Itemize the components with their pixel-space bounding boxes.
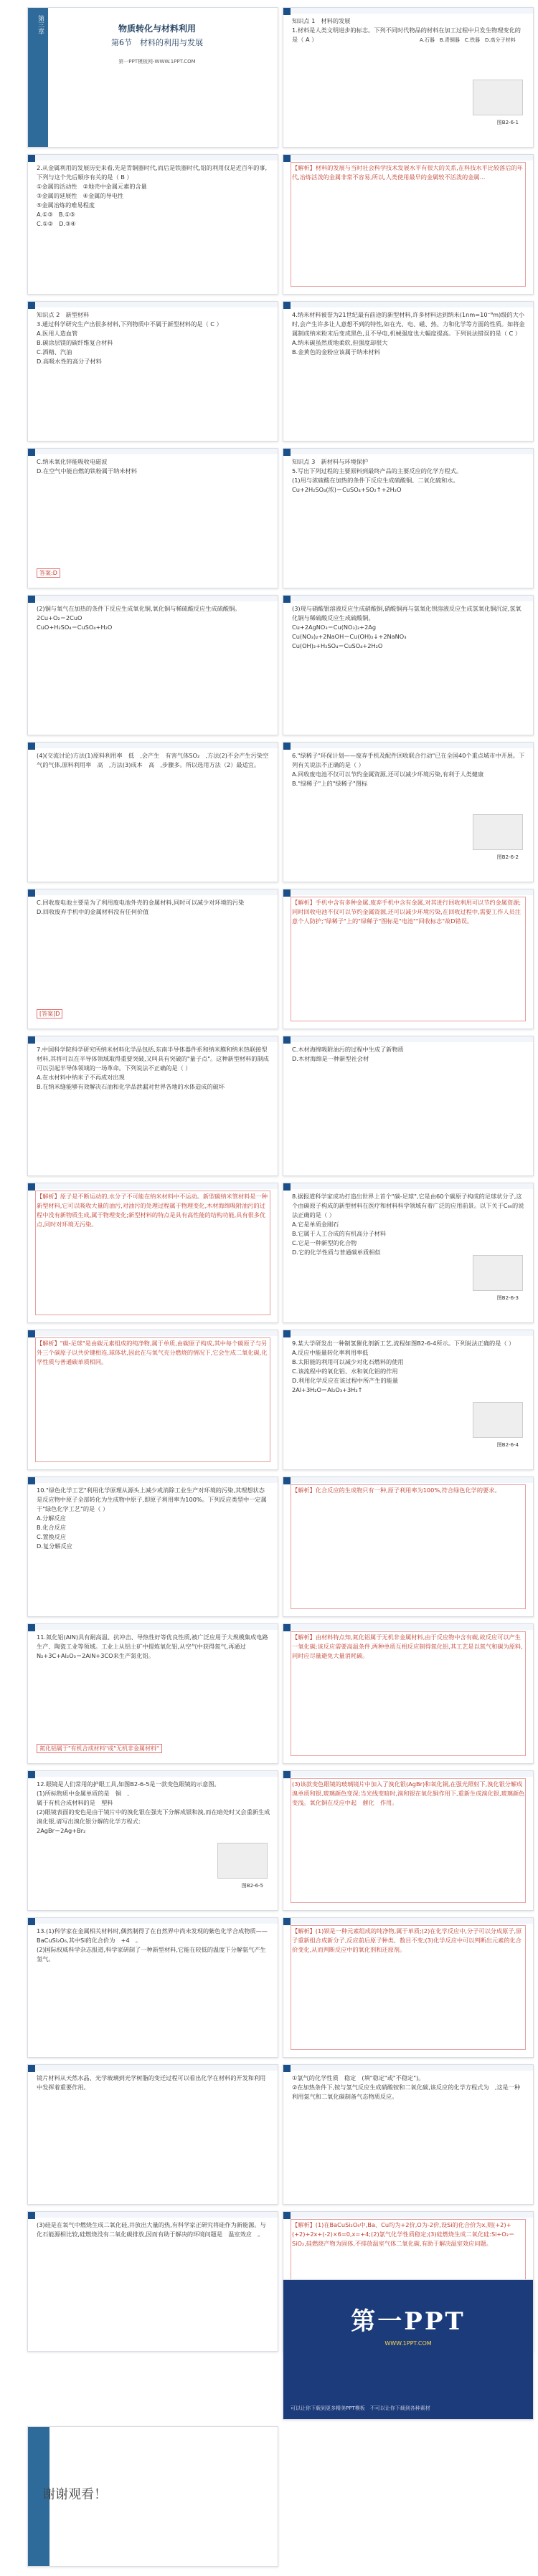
figure-image bbox=[473, 1402, 523, 1438]
slide-text: 【解析】材料的发展与当时社会科学技术发展水平有很大的关系,在科技水平比较落后的年代,冶炼活泼的金属非常不容易,所以,人类使用最早的金属较不活泼的金属... bbox=[292, 164, 523, 181]
slide-text: C.纳米氧化锌能吸收电磁波 D.在空气中能自燃的铁粉属于纳米材料 bbox=[37, 458, 137, 474]
question-slide bbox=[27, 889, 278, 1029]
slide-corner-mark bbox=[28, 1771, 35, 1778]
slide-text: ①氯气的化学性质 稳定 (填"稳定"或"不稳定")。 ②在加热条件下,铵与氢气反应生成硝酸铵和二氧化碳,该反应的化学方程式为 ,这是一种利用氯气和二氧化碳制备气态物质反应。 bbox=[292, 2074, 521, 2100]
answer-tag-wrap bbox=[37, 1740, 162, 1753]
question-slide bbox=[283, 742, 534, 882]
slide-header-strip bbox=[283, 889, 533, 895]
slide-corner-mark bbox=[28, 2212, 35, 2219]
slide-text: 8.据报道科学家成功打造出世界上首个"碳-足球",它是由60个碳原子构成的足球状分子,这个由碳原子构成的新型材料在医疗和材料科学领域有着广泛的应用前景。以下关于C₆₀的说法正确的是（ ） A.它是单质金刚石 B.它属于人工合成的有机高分子材料 C.它是一种新型的化合物 D.它的化学性质与普通碳单质相似 bbox=[292, 1193, 524, 1256]
slide-header-strip bbox=[28, 1918, 278, 1924]
question-slide bbox=[283, 1477, 534, 1617]
question-slide bbox=[27, 1183, 278, 1323]
slide-header-strip bbox=[283, 2065, 533, 2071]
slide-corner-mark bbox=[283, 2212, 291, 2219]
slide-text: 12.眼镜是人们常用的护眼工具,如图B2-6-5是一款变色眼镜的示意图。 (1)所标物质中金属单质的是 铜 , 属于有机合成材料的是 塑料 (2)眼镜表面的变色是由于镜片中的溴化银在强光下分解成银和溴,而在暗处时又会重新生成溴化银,请写出溴化银分解的化学方程式： 2AgBr＝2Ag+Br₂ bbox=[37, 1780, 270, 1834]
slide-header-strip bbox=[28, 1036, 278, 1042]
slide-corner-mark bbox=[283, 1771, 291, 1778]
figure-caption: 图B2-6-5 bbox=[241, 1883, 263, 1889]
slide-header-strip bbox=[28, 743, 278, 748]
slide-text: 10."绿色化学工艺"利用化学原理从源头上减少或消除工业生产对环境的污染,其理想状态是反应物中原子全部转化为生成物中原子,即原子利用率为100%。下列反应类型中一定属于"绿色化学工艺"的是（ ） A.分解反应 B.化合反应 C.置换反应 D.复分解反应 bbox=[37, 1487, 267, 1550]
question-slide bbox=[283, 1623, 534, 1764]
question-slide bbox=[283, 1036, 534, 1176]
slide-text: C.回收废电池主要是为了利用废电池外壳的金属材料,同时可以减少对环境的污染 D.回收废弃手机中的金属材料没有任何价值 bbox=[37, 899, 245, 915]
question-slide bbox=[27, 448, 278, 588]
slide-corner-mark bbox=[283, 8, 291, 15]
slide-header-strip bbox=[28, 1477, 278, 1483]
slide-text: 6."绿稀子"环保计划——废弃手机及配件回收联合行动"已在全国40个重点城市中开展。下列有关说法不正确的是（ ） A.回收废电池不仅可以节约金属资源,还可以减少环境污染,有利于人类健康 B."绿稀子"上的"绿稀子"图标 bbox=[292, 752, 525, 787]
slide-header-strip bbox=[28, 1624, 278, 1630]
thanks-slide bbox=[27, 2426, 278, 2567]
slide-corner-mark bbox=[28, 1036, 35, 1044]
question-slide bbox=[283, 1917, 534, 2058]
slide-text: (3)该款变色眼镜的玻璃镜片中加入了溴化银(AgBr)和氧化铜,在强光照射下,溴化银分解成溴单质和银,玻璃颜色变深;当光线变暗时,溴和银在氧化铜作用下,重新生成溴化银,玻璃颜色变浅。氧化铜在反应中起 催化 作用。 bbox=[292, 1780, 525, 1806]
slide-corner-mark bbox=[28, 1477, 35, 1484]
slide-header-strip bbox=[283, 1183, 533, 1189]
slide-corner-mark bbox=[283, 596, 291, 603]
slide-header-strip bbox=[28, 2065, 278, 2071]
slide-header-strip bbox=[283, 155, 533, 161]
question-slide bbox=[283, 448, 534, 588]
slide-text: 【解析】原子是不断运动的,水分子不可能在纳米材料中不运动。新型碳纳米管材料是一种新型材料,它可以吸收大量的油污,对油污的处理过程属于物理变化,木材海绵吸附油污的过程中没有新物质生成,属于物理变化;新型材料的特点是具有高性能的结构功能,具有很多优点,同时对环境无污染。 bbox=[37, 1193, 268, 1228]
slide-header-strip bbox=[283, 1036, 533, 1042]
slide-header-strip bbox=[283, 449, 533, 454]
slide-text: 【解析】手机中含有多种金属,废弃手机中含有金属,对其进行回收利用可以节约金属资源;同时回收电池不仅可以节约金属资源,还可以减少环境污染,在回收过程中,需要工作人员注意个人防护;"绿稀子"上的"绿稀子"图标是"电池""回收标志"故D错误。 bbox=[292, 899, 522, 925]
figure-caption: 图B2-6-1 bbox=[496, 120, 519, 125]
cover-slide bbox=[27, 7, 278, 148]
answer-tag-wrap bbox=[37, 564, 60, 578]
slide-corner-mark bbox=[28, 889, 35, 897]
question-slide bbox=[27, 154, 278, 295]
question-slide bbox=[283, 154, 534, 295]
slide-text: 13.(1)科学家在金属相关材料时,偶然制得了在自然界中尚未发现的紫色化学合成物质——BaCuSi₂O₆,其中Si的化合价为 +4 。 (2)国际权威科学杂志报道,科学家研制了一种新型材料,它能在较低的温度下分解氨气产生氢气。 bbox=[37, 1927, 268, 1962]
logo-slide bbox=[283, 2279, 534, 2420]
figure-caption: 图B2-6-3 bbox=[496, 1295, 519, 1301]
thanks-text: 谢谢观看！ bbox=[42, 2487, 107, 2502]
slide-corner-mark bbox=[28, 1624, 35, 1631]
answer-tag: 氮化铝属于"有机合成材料"或"无机非金属材料" bbox=[37, 1744, 162, 1753]
slide-corner-mark bbox=[283, 2065, 291, 2072]
figure-image bbox=[217, 1843, 268, 1879]
slide-corner-mark bbox=[28, 302, 35, 309]
slide-corner-mark bbox=[283, 889, 291, 897]
logo-box bbox=[283, 2280, 533, 2419]
question-slide bbox=[283, 595, 534, 735]
question-slide bbox=[283, 7, 534, 148]
answer-tag-wrap bbox=[37, 1005, 62, 1019]
slide-header-strip bbox=[28, 596, 278, 601]
slide-header-strip bbox=[28, 449, 278, 454]
slide-corner-mark bbox=[283, 743, 291, 750]
slide-corner-mark bbox=[28, 1183, 35, 1191]
figure-caption: 图B2-6-4 bbox=[496, 1442, 519, 1448]
slide-header-strip bbox=[28, 1771, 278, 1777]
question-slide bbox=[27, 1770, 278, 1911]
question-slide bbox=[283, 2064, 534, 2205]
slide-text: 【解析】化合反应的生成物只有一种,原子利用率为100%,符合绿色化学的要求。 bbox=[292, 1487, 501, 1494]
slide-corner-mark bbox=[283, 1477, 291, 1484]
figure-image bbox=[473, 1255, 523, 1291]
slide-header-strip bbox=[283, 8, 533, 14]
question-slide bbox=[27, 2064, 278, 2205]
slide-header-strip bbox=[28, 889, 278, 895]
slide-header-strip bbox=[28, 155, 278, 161]
question-slide bbox=[283, 301, 534, 442]
slide-text: 4.纳米材料被誉为21世纪最有前途的新型材料,许多材料达到纳米(1nm=10⁻⁹m)级的大小时,会产生许多让人意想不到的特性,如在光、电、磁、热、力和化学等方面的性质。如将金属制成纳米粉末后变成黑色,且不导电,机械强度也大幅度提高。下列说法错误的是（ C ） A.纳米碳虽然质地柔软,但强度却很大 B.金黄色的金粉应该属于纳米材料 bbox=[292, 311, 525, 356]
figure-image bbox=[473, 80, 523, 115]
slide-header-strip bbox=[283, 1477, 533, 1483]
cover-subtitle: 第6节 材料的利用与发展 bbox=[111, 38, 203, 47]
slide-corner-mark bbox=[283, 449, 291, 456]
slide-header-strip bbox=[28, 2212, 278, 2218]
slide-header-strip bbox=[28, 302, 278, 307]
slide-text: 知识点 3 新材料与环境保护 5.写出下列过程的主要原料到最终产品的主要反应的化学方程式。 (1)用与浓硫酸在加热的条件下反应生成硫酸铜、二氧化硫和水。 Cu+2H₂SO₄(浓)＝CuSO₄+SO₂↑+2H₂O bbox=[292, 458, 463, 493]
slide-text: 【解析】由材料特点知,氮化铝属于无机非金属材料,由于反应物中含有碳,故反应可以产生一氧化碳;该反应需要高温条件,两种单质互相反应制得氮化铝,其工艺是以氮气和碳为原料,同时应尽量避免大量消耗碳。 bbox=[292, 1633, 523, 1659]
logo-footnote: 可以让你下载到更多精美PPT模板 不可以让你下载到各种素材 bbox=[291, 2405, 430, 2411]
slide-text: 镜片材料从天然水晶、光学玻璃到光学树脂的变迁过程可以看出化学在材料的开发和利用中发挥着重要作用。 bbox=[37, 2074, 266, 2091]
slide-corner-mark bbox=[28, 743, 35, 750]
slide-corner-mark bbox=[28, 1330, 35, 1337]
slide-header-strip bbox=[283, 596, 533, 601]
slide-corner-mark bbox=[283, 1183, 291, 1191]
question-slide bbox=[283, 1183, 534, 1323]
cover-title: 物质转化与材料利用 bbox=[118, 24, 196, 34]
cover-link[interactable]: 第一PPT模板网-WWW.1PPT.COM bbox=[118, 59, 196, 65]
question-slide bbox=[283, 889, 534, 1029]
slide-corner-mark bbox=[283, 1330, 291, 1337]
question-slide bbox=[27, 1330, 278, 1470]
figure-caption: 图B2-6-2 bbox=[496, 854, 519, 860]
slide-header-strip bbox=[283, 302, 533, 307]
slide-header-strip bbox=[283, 1624, 533, 1630]
slide-header-strip bbox=[283, 1918, 533, 1924]
slide-corner-mark bbox=[283, 1918, 291, 1925]
question-slide bbox=[283, 1330, 534, 1470]
slide-corner-mark bbox=[283, 302, 291, 309]
logo-url[interactable]: WWW.1PPT.COM bbox=[384, 2340, 432, 2347]
slide-corner-mark bbox=[28, 155, 35, 162]
question-slide bbox=[27, 1623, 278, 1764]
slide-corner-mark bbox=[28, 596, 35, 603]
slide-text: (3)硅是在氧气中燃烧生成二氧化硅,并放出大量的热,有科学家正研究将硅作为新能源。与化石能源相比较,硅燃烧没有二氧化碳排放,因而有助于解决的环境问题是 温室效应 。 bbox=[37, 2221, 266, 2238]
slide-text: (3)现与硝酸银溶液反应生成硝酸铜,硝酸铜再与氯氧化钡溶液反应生成氢氧化铜沉淀,氢氧化铜与稀硫酸反应生成硫酸铜。 Cu+2AgNO₃＝Cu(NO₃)₂+2Ag Cu(NO₃)₂+2NaOH＝Cu(OH)₂↓+2NaNO₃ Cu(OH)₂+H₂SO₄＝CuSO₄+2H₂O bbox=[292, 605, 522, 649]
answer-tag: [答案]D bbox=[37, 1009, 62, 1019]
question-slide bbox=[27, 1477, 278, 1617]
slide-header-strip bbox=[283, 1330, 533, 1336]
slide-text: (4)(交流讨论)方法(1)原料利用率 低 ,会产生 有害气体SO₂ ,方法(2)不会产生污染空气的气体,原料利用率 高 ,方法(3)成本 高 ,步骤多。所以选用方法（2）最适宜。 bbox=[37, 752, 269, 768]
slide-corner-mark bbox=[28, 449, 35, 456]
slide-text: C.木材海绵吸附油污的过程中生成了新物质 D.木材海绵是一种新型社会材 bbox=[292, 1046, 404, 1062]
chapter-band bbox=[28, 8, 48, 148]
slide-header-strip bbox=[28, 1330, 278, 1336]
explanation-frame bbox=[291, 1484, 526, 1609]
slide-text: 9.某大学研发出一种制氢催化剂新工艺,流程如图B2-6-4所示。下列说法正确的是（ ） A.反应中能量转化率利用率低 B.太阳能的利用可以减少对化石燃料的使用 C.该流程中的氧化铝、水和氧化铝的作用 D.利用化学反应在该过程中所产生的能量 2Al+3H₂O＝Al₂O₃+3H₂↑ bbox=[292, 1340, 515, 1393]
slide-text: 知识点 1 材料的发展 1.材料是人类文明进步的标志。下列不同时代物品的材料在加工过程中只发生物理变化的是（ A ） bbox=[292, 17, 521, 43]
figure-image bbox=[473, 814, 523, 850]
logo-main: 第一PPT bbox=[351, 2307, 466, 2336]
slide-header-strip bbox=[283, 2212, 533, 2218]
answer-tag: 答案:D bbox=[37, 568, 60, 578]
chapter-label: 第三章 bbox=[37, 15, 44, 34]
question-slide bbox=[27, 1917, 278, 2058]
question-slide bbox=[283, 1770, 534, 1911]
figure-options: A.石器 B.青铜器 C.铁器 D.高分子材料 bbox=[420, 37, 516, 43]
slide-text: 7.中国科学院科学研究所纳米材料化学品包括,东南半导体器件系和纳米膜和纳米热联接型材料,其将可以在半导体领域取得重要突破,又叫具有突破的"量子点"。这种新型材料的制成可以引起半导体领域的一场革命。下列说法不正确的是（ ） A.在水材料中纳米子不再成对出现 B.在纳米缝能够有效解决石油和化学品泄漏对世界各地的水体造成的破坏 bbox=[37, 1046, 269, 1090]
slide-corner-mark bbox=[283, 1624, 291, 1631]
question-slide bbox=[27, 595, 278, 735]
slide-text: (2)铜与氧气在加热的条件下反应生成氧化铜,氧化铜与稀硫酸反应生成硫酸铜。 2Cu+O₂＝2CuO CuO+H₂SO₄＝CuSO₄+H₂O bbox=[37, 605, 241, 631]
slide-corner-mark bbox=[283, 155, 291, 162]
slide-header-strip bbox=[283, 1771, 533, 1777]
question-slide bbox=[27, 1036, 278, 1176]
question-slide bbox=[27, 2211, 278, 2352]
question-slide bbox=[27, 301, 278, 442]
question-slide bbox=[27, 742, 278, 882]
slide-corner-mark bbox=[28, 1918, 35, 1925]
slide-text: 【解析】(1)钡是一种元素组成的纯净物,属于单质;(2)在化学反应中,分子可以分成原子,原子重新组合成新分子,反应前后原子种类、数目不变;(3)化学反应中可以判断出元素的化合价变化,从而判断反应中的氧化剂和还原剂。 bbox=[292, 1927, 522, 1953]
slide-header-strip bbox=[283, 743, 533, 748]
slide-corner-mark bbox=[28, 2065, 35, 2072]
slide-text: 知识点 2 新型材料 3.通过科学研究生产出很多材料,下列物质中不属于新型材料的是（ C ） A.医用人造血管 B.碳涂层镁的碳纤维复合材料 C.酒精、汽油 D.高吸水性的高分子材料 bbox=[37, 311, 222, 365]
slide-corner-mark bbox=[283, 1036, 291, 1044]
slide-text: 【解析】"碳-足球"是由碳元素组成的纯净物,属于单质,由碳原子构成,其中每个碳原子与另外三个碳原子以共价键相连,球体状,因此在与氧气充分燃烧的情况下,它会生成二氧化碳,化学性质与普通碳单质相同。 bbox=[37, 1340, 268, 1365]
slide-text: 【解析】(1)在BaCuSi₂O₆中,Ba、Cu均为+2价,O为-2价,设Si的化合价为x,则(+2)+(+2)+2x+(-2)×6=0,x=+4;(2)氯气化学性质稳定;(3)硅燃烧生成二氧化硅:Si+O₂＝SiO₂,硅燃烧产物为固体,不排放温室气体二氧化碳,有助于解决温室效应问题。 bbox=[292, 2221, 515, 2247]
slide-text: 11.氮化铝(AlN)具有耐高温、抗冲击、导热性好等优良性质,被广泛应用于大规模集成电路生产、陶瓷工业等领域。工业上从铝土矿中提炼氧化铝,从空气中获得氮气,再通过N₂+3C+Al₂O₃＝2AlN+3CO来生产氮化铝。 bbox=[37, 1633, 268, 1659]
slide-text: 2.从金属利用的发展历史来看,先是青铜器时代,而后是铁器时代,铝的利用仅是近百年的事,下列与这个先后顺序有关的是（ B ） ①金属的活动性 ②地壳中金属元素的含量 ③金属的延展性 ④金属的导电性 ⑤金属冶炼的难易程度 A.①③ B.①⑤ C.①② D.③④ bbox=[37, 164, 268, 227]
slide-header-strip bbox=[28, 1183, 278, 1189]
